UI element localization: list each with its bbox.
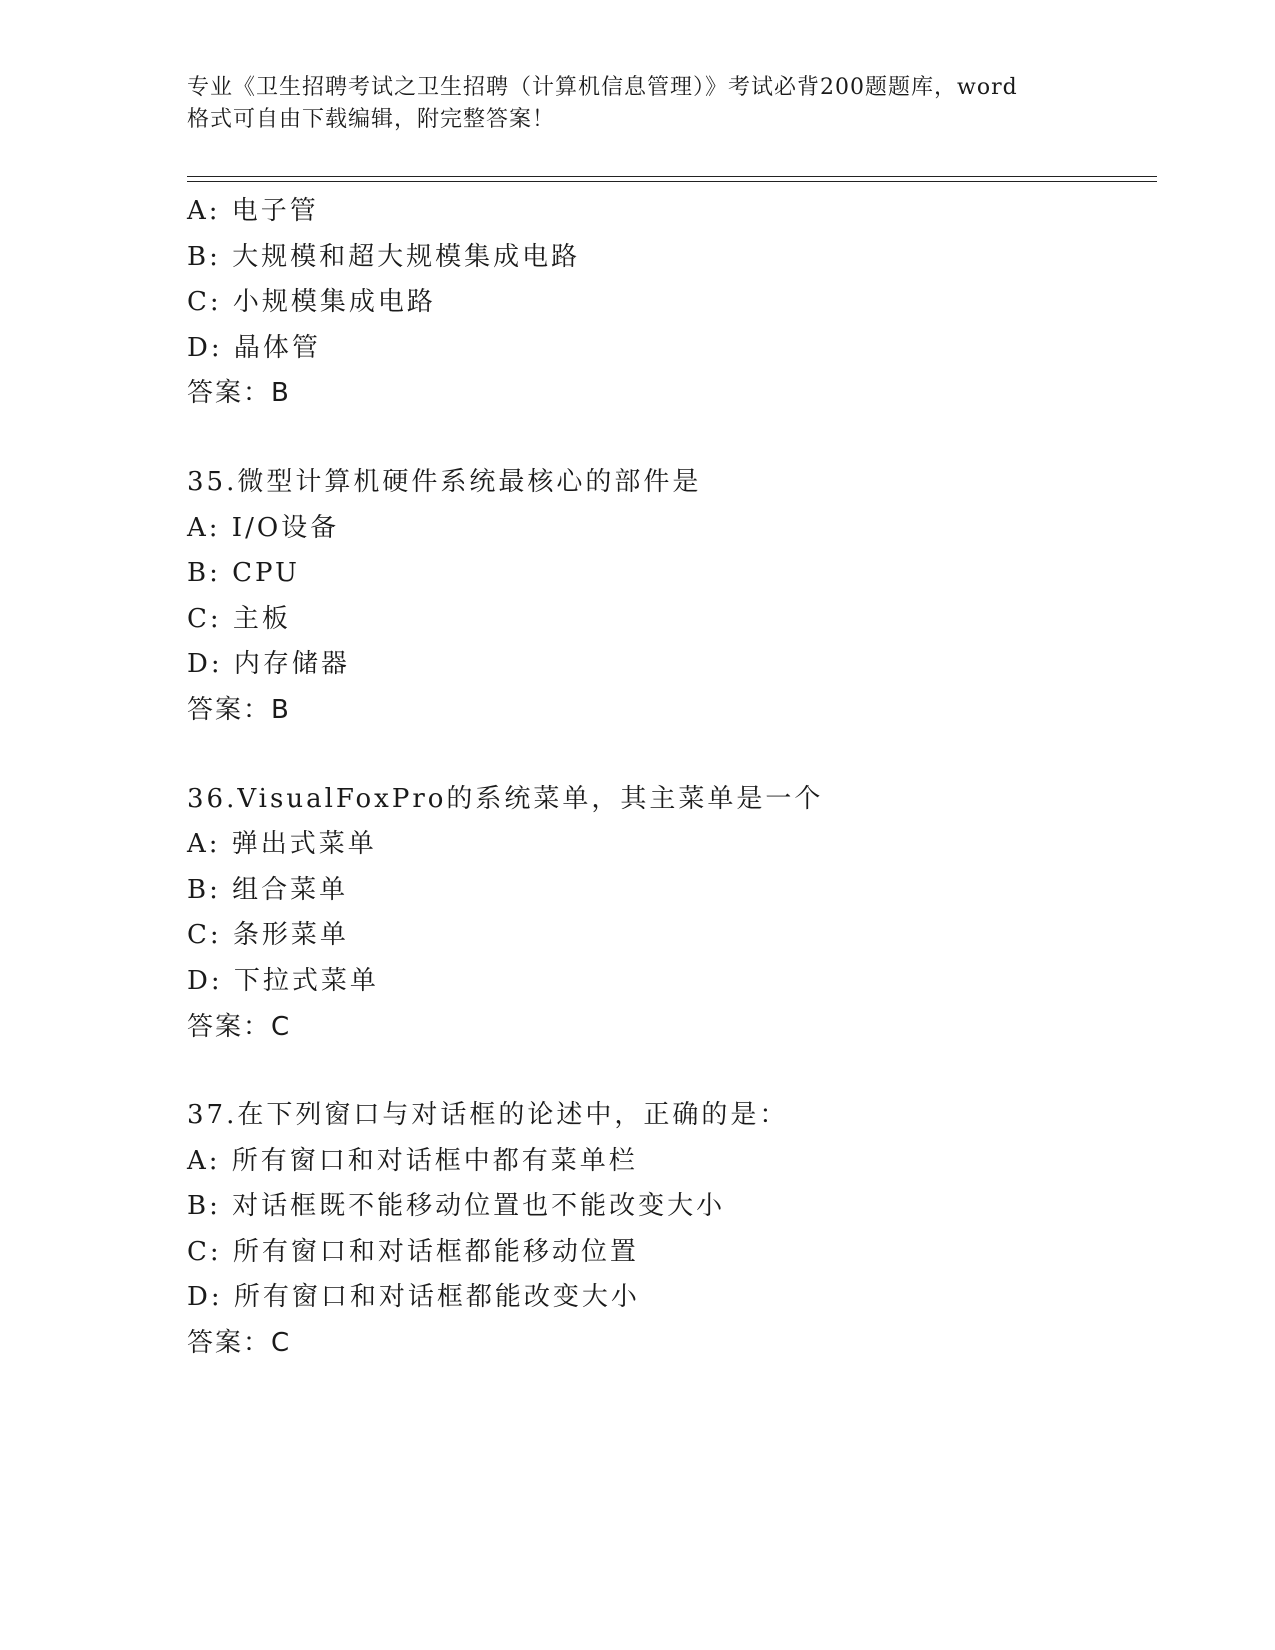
option-d: D: 晶体管 xyxy=(187,332,321,363)
option-c: C: 小规模集成电路 xyxy=(187,287,436,318)
option-b: B: 组合菜单 xyxy=(187,874,349,905)
option-b: B: 大规模和超大规模集成电路 xyxy=(187,241,581,272)
block-spacer xyxy=(187,417,1157,460)
question-block xyxy=(187,189,1157,417)
header-line-2: 格式可自由下载编辑，附完整答案！ xyxy=(187,107,556,132)
option-b: B: CPU xyxy=(187,558,300,589)
header-divider-bottom xyxy=(187,181,1157,182)
option-c: C: 主板 xyxy=(187,603,291,634)
option-a: A: I/O设备 xyxy=(187,512,340,543)
option-a: A: 弹出式菜单 xyxy=(187,829,377,860)
question-block xyxy=(187,1093,1157,1367)
option-a: A: 所有窗口和对话框中都有菜单栏 xyxy=(187,1145,638,1176)
option-d: D: 所有窗口和对话框都能改变大小 xyxy=(187,1282,640,1313)
option-c: C: 所有窗口和对话框都能移动位置 xyxy=(187,1236,639,1267)
question-block xyxy=(187,777,1157,1051)
answer: 答案：C xyxy=(187,1328,292,1359)
answer: 答案：B xyxy=(187,694,291,725)
question-text: 37.在下列窗口与对话框的论述中，正确的是： xyxy=(187,1100,789,1131)
question-list xyxy=(187,189,1157,1367)
option-d: D: 内存储器 xyxy=(187,649,350,680)
answer: 答案：B xyxy=(187,378,291,409)
option-b: B: 对话框既不能移动位置也不能改变大小 xyxy=(187,1191,726,1222)
header-line-1: 专业《卫生招聘考试之卫生招聘（计算机信息管理）》考试必背200题题库，word xyxy=(187,75,1018,100)
header-divider-top xyxy=(187,176,1157,177)
question-text: 35.微型计算机硬件系统最核心的部件是 xyxy=(187,466,702,497)
option-d: D: 下拉式菜单 xyxy=(187,965,379,996)
option-c: C: 条形菜单 xyxy=(187,920,349,951)
option-a: A: 电子管 xyxy=(187,196,319,226)
block-spacer xyxy=(187,1050,1157,1093)
document-header xyxy=(187,72,1087,136)
answer: 答案：C xyxy=(187,1011,292,1042)
block-spacer xyxy=(187,734,1157,777)
question-text: 36.VisualFoxPro的系统菜单，其主菜单是一个 xyxy=(187,783,824,814)
question-block xyxy=(187,460,1157,734)
